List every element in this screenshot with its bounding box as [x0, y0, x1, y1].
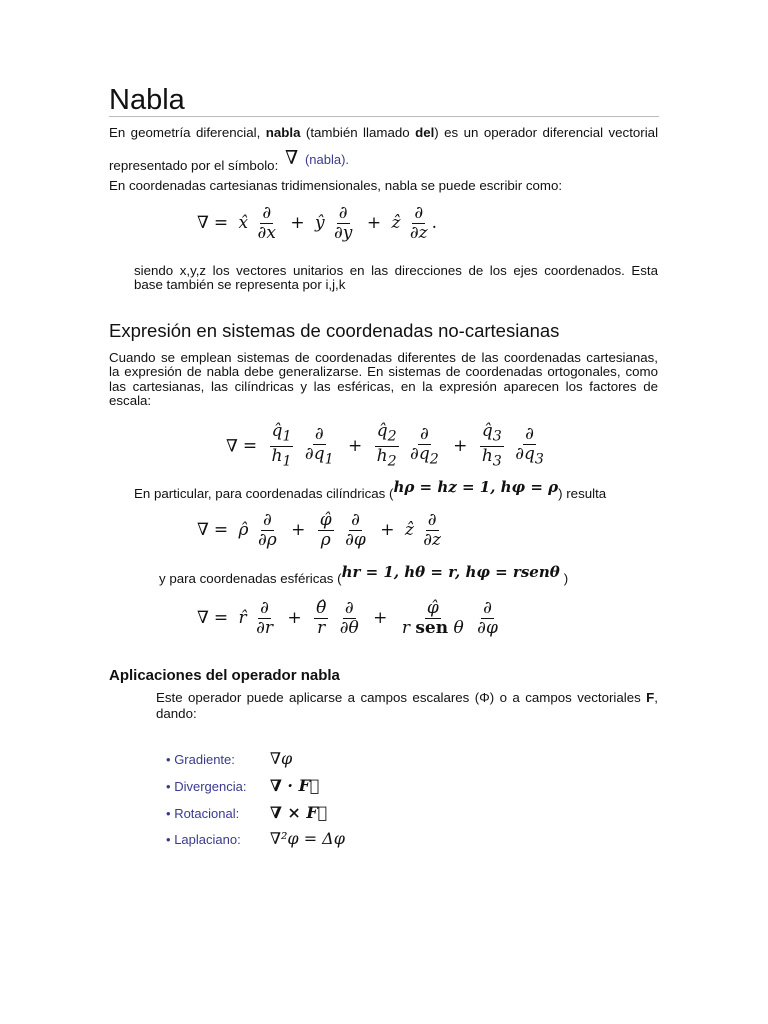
intro-text-f: representado por el símbolo: [109, 158, 279, 173]
formula-spherical: ∇ = r̂ $\frac{\partial}{\partial r}$ + $\frac{\thetâ}{r}$ $\frac{\partial}{\partial\theta}$ + $\frac{\varphî}{\text{r sen θ}}$ $\frac{\partial}{\partial\varphi}$ [197, 598, 498, 638]
section-heading-non-cartesian: Expresión en sistemas de coordenadas no-cartesianas [109, 320, 560, 341]
divergence-label[interactable]: Divergencia: [174, 779, 247, 794]
bullet-icon: • [166, 779, 171, 794]
gradient-expr: ∇φ [269, 749, 293, 768]
rotational-label[interactable]: Rotacional: [174, 806, 240, 821]
section1-para-line-1: Cuando se emplean sistemas de coordenadas diferentes de las coordenadas cartesianas, [109, 350, 658, 365]
spherical-text-b: ) [563, 571, 569, 586]
applications-line-2: dando: [156, 706, 197, 721]
intro-text-e: ) es un operador diferencial vectorial [434, 125, 659, 140]
rotational-expr: ∇ × F⃗ [269, 803, 328, 822]
applications-line-1 [156, 690, 658, 706]
intro-term-del: del [415, 125, 435, 140]
cylindrical-scale-factors: hρ = hz = 1, hφ = ρ [393, 478, 559, 496]
cartesian-note-line-1: siendo x,y,z los vectores unitarios en las direcciones de los ejes coordenados. Esta [134, 263, 658, 278]
list-item-gradient [166, 749, 292, 768]
bullet-icon: • [166, 752, 171, 767]
cylindrical-line [134, 478, 658, 501]
laplacian-label[interactable]: Laplaciano: [174, 832, 241, 847]
divergence-expr: ∇ · F⃗ [269, 776, 320, 795]
intro-line-2 [109, 147, 658, 173]
intro-text-a: En geometría diferencial, [109, 125, 261, 140]
nabla-name-link[interactable]: (nabla). [304, 152, 350, 167]
applications-text-c: , [654, 690, 658, 705]
applications-text-b: ) o a campos vectoriales [489, 690, 641, 705]
laplacian-expr: ∇²φ = Δφ [269, 829, 345, 848]
page-title: Nabla [109, 84, 185, 116]
nabla-symbol: ∇ [284, 147, 299, 169]
phi-symbol: Φ [479, 690, 490, 705]
section1-para-line-2: la expresión de nabla debe generalizarse. En sistemas de coordenadas ortogonales, como [109, 364, 658, 379]
bullet-icon: • [166, 832, 171, 847]
intro-line-3: En coordenadas cartesianas tridimensionales, nabla se puede escribir como: [109, 178, 563, 193]
intro-term-nabla: nabla [265, 125, 301, 140]
list-item-rotational [166, 803, 327, 822]
spherical-scale-factors: hr = 1, hθ = r, hφ = rsenθ [341, 563, 560, 581]
formula-orthogonal: ∇ = $\frac{q̂_1}{h_1}$ $\frac{\partial}{\partial q_1}$ + $\frac{q̂_2}{h_2}$ $\frac{\partial}{\partial q_2}$ + $\frac{q̂_3}{h_3}$ $\frac{\partial}{\partial q_3}$ [226, 421, 544, 470]
section1-para-line-3: las cartesianas, las cilíndricas y las esféricas, en la expresión aparecen los factores de [109, 379, 658, 394]
vector-field-F: F [646, 690, 655, 705]
section-heading-applications: Aplicaciones del operador nabla [109, 667, 340, 684]
applications-text-a: Este operador puede aplicarse a campos escalares ( [156, 690, 480, 705]
gradient-label[interactable]: Gradiente: [174, 752, 235, 767]
cartesian-note-line-2: base también se representa por i,j,k [134, 277, 346, 292]
list-item-divergence [166, 776, 320, 795]
formula-cylindrical: ∇ = ρ̂ $\frac{\partial}{\partial\rho}$ + $\frac{\varphî}{\rho}$ $\frac{\partial}{\partial\varphi}$ + ẑ $\frac{\partial}{\partial z}$ [197, 510, 441, 550]
intro-text-c: (también llamado [305, 125, 410, 140]
formula-cartesian: ∇ = x̂ $\frac{\partial}{\partial x}$ + ŷ $\frac{\partial}{\partial y}$ + ẑ $\frac{\partial}{\partial z}$ . [197, 203, 437, 243]
intro-line-1 [109, 125, 658, 141]
spherical-text-a: y para coordenadas esféricas ( [159, 571, 342, 586]
list-item-laplacian [166, 829, 345, 848]
title-divider [109, 116, 659, 117]
cylindrical-text-b: ) resulta [558, 486, 607, 501]
section1-para-line-4: escala: [109, 393, 152, 408]
cylindrical-text-a: En particular, para coordenadas cilíndricas ( [134, 486, 394, 501]
spherical-line [159, 563, 658, 586]
bullet-icon: • [166, 806, 171, 821]
